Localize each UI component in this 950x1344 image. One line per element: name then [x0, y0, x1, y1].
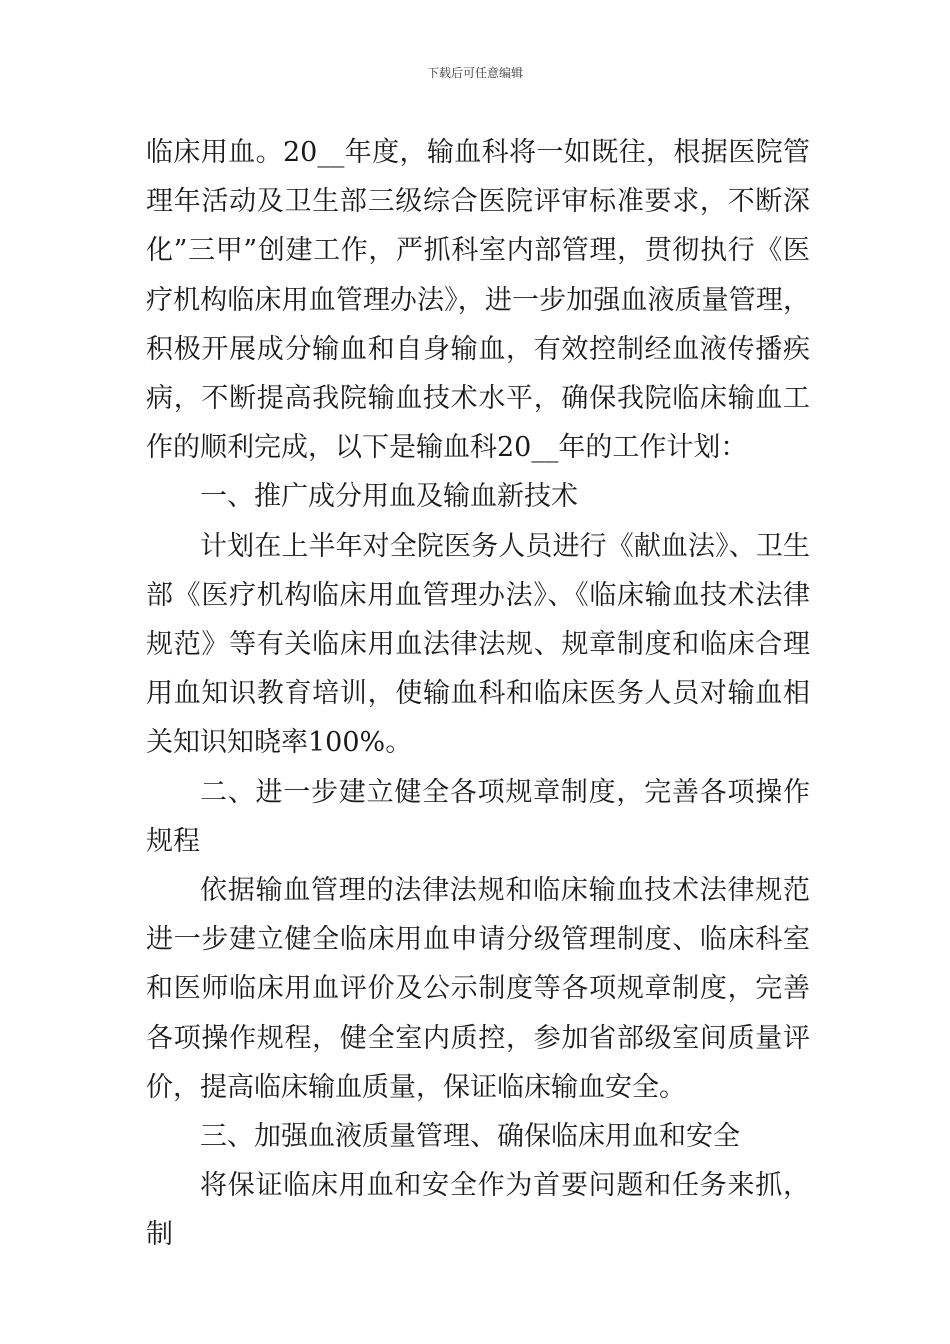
section-heading-3: 三、加强血液质量管理、确保临床用血和安全 — [200, 1121, 740, 1153]
section-heading-2: 二、进一步建立健全各项规章制度，完善各项操作规程 — [146, 776, 810, 857]
document-body — [146, 128, 810, 1260]
paragraph-section-3: 将保证临床用血和安全作为首要问题和任务来抓，制 — [146, 1170, 810, 1251]
paragraph-section-1: 计划在上半年对全院医务人员进行《献血法》、卫生部《医疗机构临床用血管理办法》、《临床输血技术法律规范》等有关临床用血法律法规、规章制度和临床合理用血知识教育培训，使输血科和临床医务人员对输血相关知识知晓率100%。 — [146, 530, 810, 759]
page-header-note: 下载后可任意编辑 — [426, 66, 523, 80]
section-heading-1: 一、推广成分用血及输血新技术 — [200, 481, 578, 513]
paragraph-intro: 临床用血。20__年度，输血科将一如既往，根据医院管理年活动及卫生部三级综合医院评审标准要求，不断深化”三甲”创建工作，严抓科室内部管理，贯彻执行《医疗机构临床用血管理办法》，进一步加强血液质量管理，积极开展成分输血和自身输血，有效控制经血液传播疾病，不断提高我院输血技术水平，确保我院临床输血工作的顺利完成，以下是输血科20__年的工作计划： — [146, 137, 810, 464]
paragraph-section-2: 依据输血管理的法律法规和临床输血技术法律规范进一步建立健全临床用血申请分级管理制度、临床科室和医师临床用血评价及公示制度等各项规章制度，完善各项操作规程，健全室内质控，参加省部级室间质量评价，提高临床输血质量，保证临床输血安全。 — [146, 875, 810, 1103]
